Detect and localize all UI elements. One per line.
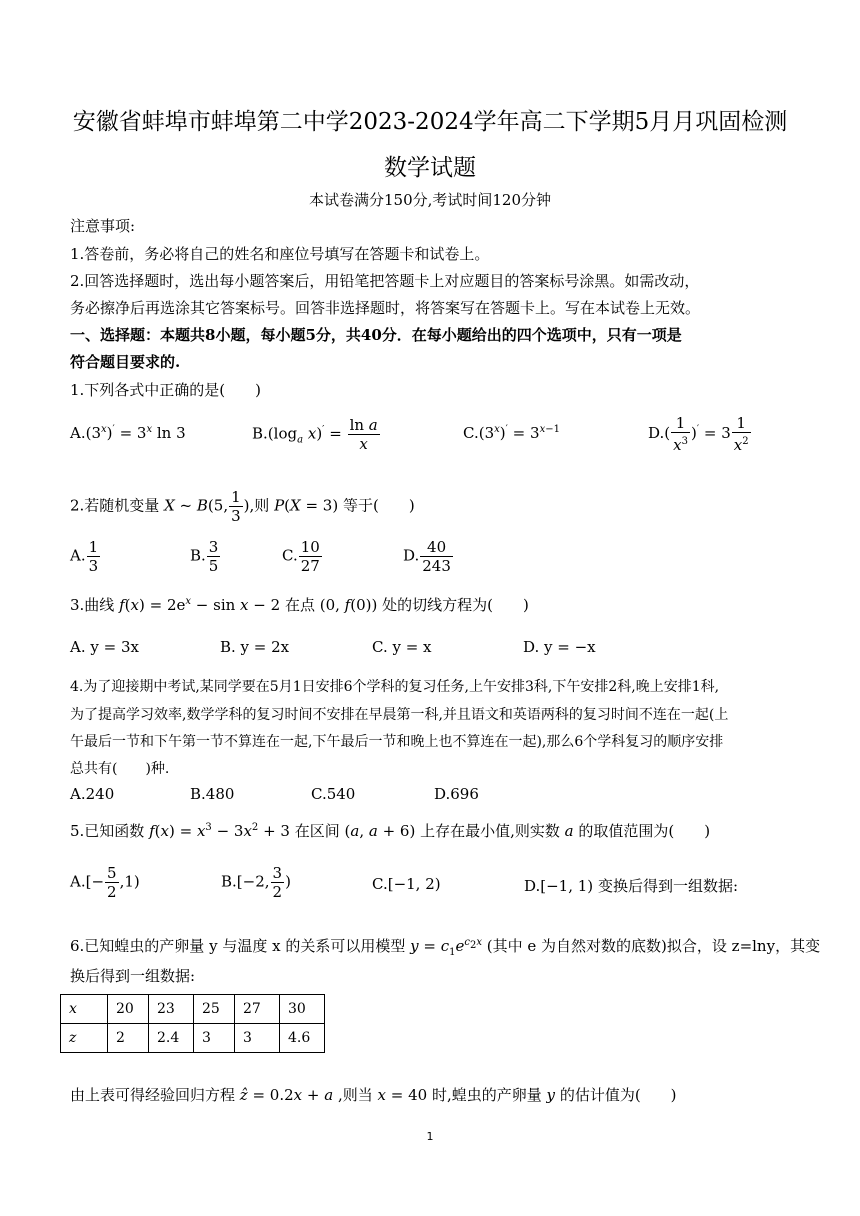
- table-row: [61, 995, 325, 1024]
- question-4-option-c: C.540: [311, 785, 356, 803]
- note-item-2: 2.回答选择题时，选出每小题答案后，用铅笔把答题卡上对应题目的答案标号涂黑。如需改动，: [70, 272, 700, 290]
- question-2-stem: 2.若随机变量 X ~ B(5, $\frac{1}{3}$ ),则 P(X = 3) 等于( ): [70, 488, 415, 525]
- exam-title: 安徽省蚌埠市蚌埠第二中学2023-2024学年高二下学期5月月巩固检测: [72, 109, 788, 135]
- question-1-option-c: $C.(3^x)' = 3^{x-1}$: [463, 424, 560, 442]
- question-5-option-d: D.[−1, 1) 变换后得到一组数据:: [524, 877, 739, 895]
- question-6-data-table: [60, 994, 325, 1053]
- question-4-option-d: D.696: [434, 785, 479, 803]
- question-2-option-c: C. $\frac{10}{27}$: [282, 538, 320, 575]
- notes-heading: 注意事项:: [70, 217, 136, 235]
- section-heading-line1: 一、选择题：本题共8小题，每小题5分，共40分．在每小题给出的四个选项中，只有一项是: [70, 326, 682, 344]
- question-1-option-a: $A.(3^x)' = 3^x$ ln 3: [70, 424, 186, 442]
- table-cell: z: [61, 1024, 108, 1053]
- question-4-option-a: A.240: [70, 785, 115, 803]
- question-5-option-c: C.[−1, 2): [372, 875, 441, 893]
- exam-subtitle: 数学试题: [384, 155, 476, 181]
- question-1-stem: 1.下列各式中正确的是( ): [70, 381, 262, 399]
- question-5-option-a: A.[− $\frac{5}{2}$ ,1): [70, 864, 140, 901]
- question-4-option-b: B.480: [190, 785, 235, 803]
- question-6-line-1: 6.已知蝗虫的产卵量 y 与温度 x 的关系可以用模型 $y = c_1e^{c_2x}$ (其中 e 为自然对数的底数)拟合，设 z=lny，其变: [70, 937, 821, 958]
- question-3-option-c: C. y = x: [372, 638, 432, 656]
- table-cell: 2.4: [149, 1024, 194, 1053]
- question-2-option-b: B. $\frac{3}{5}$: [190, 538, 219, 575]
- table-cell: 20: [108, 995, 149, 1024]
- question-4-line-4: 总共有( )种.: [70, 761, 170, 777]
- question-5-stem: 5.已知函数 $f(x) = x^3 - 3x^2 + 3$ 在区间 (a, a + 6) 上存在最小值,则实数 a 的取值范围为( ): [70, 822, 711, 840]
- section-heading-line2: 符合题目要求的.: [70, 353, 181, 371]
- question-1-option-d: D.( $\frac{1}{x^3}$ )′ = 3 $\frac{1}{x^2}$: [648, 414, 749, 454]
- question-6-line-2: 换后得到一组数据:: [70, 967, 196, 985]
- question-4-line-2: 为了提高学习效率,数学学科的复习时间不安排在早晨第一科,并且语文和英语两科的复习时间不连在一起(上: [70, 707, 729, 723]
- question-6-after-table: 由上表可得经验回归方程 ẑ = 0.2x + a ,则当 x = 40 时,蝗虫的产卵量 y 的估计值为( ): [70, 1086, 677, 1104]
- question-2-option-d: D. $\frac{40}{243}$: [403, 538, 451, 575]
- question-3-option-a: A. y = 3x: [70, 638, 139, 656]
- question-3-option-d: D. y = −x: [523, 638, 596, 656]
- exam-info: 本试卷满分150分,考试时间120分钟: [308, 191, 552, 209]
- table-cell: 3: [194, 1024, 235, 1053]
- question-5-option-b: B.[−2, $\frac{3}{2}$ ): [221, 864, 291, 901]
- table-cell: 30: [280, 995, 325, 1024]
- table-cell: 2: [108, 1024, 149, 1053]
- note-item-3: 务必擦净后再选涂其它答案标号。回答非选择题时，将答案写在答题卡上。写在本试卷上无效。: [70, 299, 701, 317]
- question-1-option-b: $B.(\log_a$ x)′ = $\frac{\text{ln a}}{x}$: [252, 416, 378, 453]
- note-item-1: 1.答卷前，务必将自己的姓名和座位号填写在答题卡和试卷上。: [70, 245, 490, 263]
- question-3-stem: 3.曲线 $f(x) = 2e^x - \sin x - 2$ 在点 (0, f(0)) 处的切线方程为( ): [70, 596, 529, 614]
- question-4-line-1: 4.为了迎接期中考试,某同学要在5月1日安排6个学科的复习任务,上午安排3科,下午安排2科,晚上安排1科,: [70, 679, 720, 695]
- table-cell: 4.6: [280, 1024, 325, 1053]
- page-number: 1: [426, 1130, 434, 1143]
- table-cell: 27: [235, 995, 280, 1024]
- question-4-line-3: 午最后一节和下午第一节不算连在一起,下午最后一节和晚上也不算连在一起),那么6个学科复习的顺序安排: [70, 734, 724, 750]
- table-cell: 25: [194, 995, 235, 1024]
- question-2-option-a: A. $\frac{1}{3}$: [70, 538, 99, 575]
- table-cell: 23: [149, 995, 194, 1024]
- table-cell: 3: [235, 1024, 280, 1053]
- question-3-option-b: B. y = 2x: [220, 638, 290, 656]
- table-cell: x: [61, 995, 108, 1024]
- table-row: [61, 1024, 325, 1053]
